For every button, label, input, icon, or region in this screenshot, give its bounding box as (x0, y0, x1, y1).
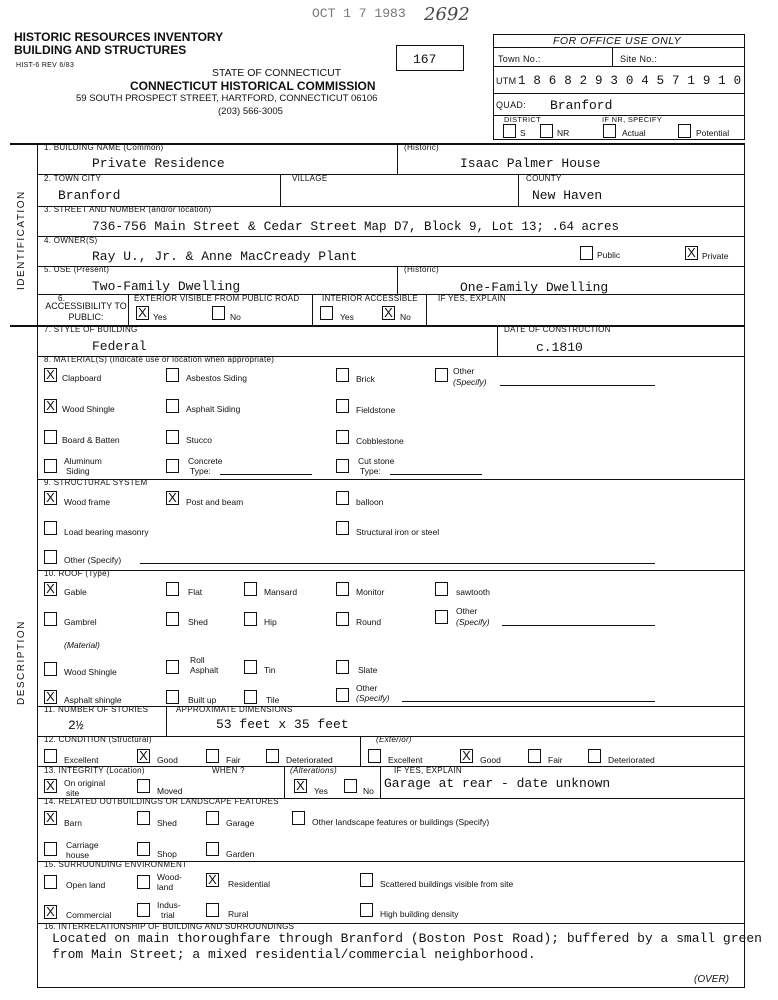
wood-shingle-label: Wood Shingle (62, 404, 115, 414)
interior-yes-label: Yes (340, 312, 354, 322)
commission-name: CONNECTICUT HISTORICAL COMMISSION (130, 79, 376, 93)
round-checkbox[interactable] (336, 612, 349, 626)
garage-label: Garage (226, 818, 255, 828)
ext-deteriorated-label: Deteriorated (608, 755, 655, 765)
high-density-label: High building density (380, 909, 459, 919)
brick-checkbox[interactable] (336, 368, 349, 382)
form-subtitle: BUILDING AND STRUCTURES (14, 43, 187, 57)
original-site-label: site (66, 788, 80, 798)
shop-label: Shop (157, 849, 177, 859)
description-side-label: DESCRIPTION (16, 620, 27, 705)
barn-label: Barn (64, 818, 82, 828)
dimensions-label: APPROXIMATE DIMENSIONS (176, 705, 293, 714)
interior-no-checkbox[interactable]: X (382, 306, 395, 320)
integrity-label: 13. INTEGRITY (Location) (44, 766, 145, 775)
roof-other-label: Other (456, 606, 478, 616)
struct-deteriorated-checkbox[interactable] (266, 749, 279, 763)
map-value: Map D7, Block 9, Lot 13; .64 acres (364, 220, 620, 234)
use-present-value: Two-Family Dwelling (92, 279, 241, 294)
board-batten-label: Board & Batten (62, 435, 120, 445)
nr-actual-checkbox[interactable] (603, 124, 616, 138)
balloon-checkbox[interactable] (336, 491, 349, 505)
district-nr-checkbox[interactable] (540, 124, 553, 138)
over-label: (OVER) (694, 974, 729, 985)
asphalt-siding-label: Asphalt Siding (186, 404, 241, 414)
concrete-label: Concrete (188, 456, 223, 466)
roof-wood-shingle-checkbox[interactable] (44, 662, 57, 676)
owner-label: 4. OWNER(S) (44, 236, 98, 245)
fieldstone-checkbox[interactable] (336, 399, 349, 413)
monitor-checkbox[interactable] (336, 582, 349, 596)
state-label: STATE OF CONNECTICUT (212, 67, 342, 79)
stucco-label: Stucco (186, 435, 212, 445)
alterations-yes-checkbox[interactable]: X (294, 779, 307, 793)
structural-iron-checkbox[interactable] (336, 521, 349, 535)
round-label: Round (356, 617, 382, 627)
struct-fair-checkbox[interactable] (206, 749, 219, 763)
cut-stone-label: Cut stone (358, 456, 395, 466)
monitor-label: Monitor (356, 587, 385, 597)
load-bearing-label: Load bearing masonry (64, 527, 149, 537)
ext-good-checkbox[interactable]: X (460, 749, 473, 763)
interrelationship-label: 16. INTERRELATIONSHIP OF BUILDING AND SURROUNDINGS (44, 922, 295, 931)
exterior-visible-label: EXTERIOR VISIBLE FROM PUBLIC ROAD (134, 294, 300, 303)
stories-value: 2½ (68, 718, 84, 733)
hip-label: Hip (264, 617, 277, 627)
accessibility-number: 6. (58, 294, 66, 303)
roof-other-specify: (Specify) (456, 617, 490, 627)
slate-label: Slate (358, 665, 378, 675)
gable-label: Gable (64, 587, 87, 597)
rural-checkbox[interactable] (206, 903, 219, 917)
condition-label: 12. CONDITION (Structural) (44, 735, 152, 744)
on-original-label: On original (64, 778, 106, 788)
form-revision: HIST-6 REV 6/83 (16, 62, 75, 69)
post-beam-checkbox[interactable]: X (166, 491, 179, 505)
interrelationship-line-1: Located on main thoroughfare through Branford (Boston Post Road); buffered by a small green (52, 931, 762, 946)
interrelationship-line-2: from Main Street; a mixed residential/commercial neighborhood. (52, 947, 536, 962)
county-label: COUNTY (526, 174, 562, 183)
building-common-name: Private Residence (92, 156, 225, 171)
handwritten-number: 2692 (424, 4, 470, 25)
roof-shed-label: Shed (188, 617, 208, 627)
alterations-no-checkbox[interactable] (344, 779, 357, 793)
other-landscape-label: Other landscape features or buildings (Specify) (312, 817, 490, 827)
style-value: Federal (92, 339, 147, 354)
district-s-checkbox[interactable] (503, 124, 516, 138)
sawtooth-checkbox[interactable] (435, 582, 448, 596)
interior-yes-checkbox[interactable] (320, 306, 333, 320)
garden-label: Garden (226, 849, 255, 859)
roof-material-other-specify: (Specify) (356, 693, 390, 703)
outbuilding-shed-label: Shed (157, 818, 177, 828)
nr-potential-checkbox[interactable] (678, 124, 691, 138)
ext-fair-label: Fair (548, 755, 563, 765)
concrete-type-label: Type: (190, 466, 211, 476)
moved-label: Moved (157, 786, 183, 796)
mansard-checkbox[interactable] (244, 582, 257, 596)
woodland-checkbox[interactable] (137, 875, 150, 889)
wood-frame-label: Wood frame (64, 497, 111, 507)
clapboard-checkbox[interactable]: X (44, 368, 57, 382)
commission-phone: (203) 566-3005 (218, 106, 283, 117)
built-up-checkbox[interactable] (166, 690, 179, 704)
quad-value: Branford (550, 98, 613, 113)
interior-accessible-label: INTERIOR ACCESSIBLE (322, 294, 418, 303)
form-title: HISTORIC RESOURCES INVENTORY (14, 30, 224, 44)
wood-frame-checkbox[interactable]: X (44, 491, 57, 505)
received-date-stamp: OCT 1 7 1983 (312, 6, 406, 21)
site-no-label: Site No.: (620, 54, 658, 64)
asphalt-siding-checkbox[interactable] (166, 399, 179, 413)
built-up-label: Built up (188, 695, 217, 705)
building-historic-name: Isaac Palmer House (460, 156, 601, 171)
commercial-label: Commercial (66, 910, 112, 920)
form-number: 167 (413, 52, 437, 67)
ext-excellent-checkbox[interactable] (368, 749, 381, 763)
alterations-label: (Alterations) (290, 766, 338, 775)
use-present-label: 5. USE (Present) (44, 265, 110, 274)
roll-label: Roll (190, 655, 205, 665)
integrity-explain-label: IF YES, EXPLAIN (394, 766, 462, 775)
rural-label: Rural (228, 909, 249, 919)
accessibility-label: ACCESSIBILITY TO PUBLIC: (45, 301, 127, 322)
moved-checkbox[interactable] (137, 779, 150, 793)
structural-iron-label: Structural iron or steel (356, 527, 440, 537)
street-value: 736-756 Main Street & Cedar Street (92, 219, 358, 234)
use-historic-value: One-Family Dwelling (460, 280, 609, 295)
roll-asphalt-checkbox[interactable] (166, 660, 179, 674)
office-use-title: FOR OFFICE USE ONLY (553, 35, 682, 47)
building-name-label: 1. BUILDING NAME (Common) (44, 143, 164, 152)
board-batten-checkbox[interactable] (44, 430, 57, 444)
open-land-label: Open land (66, 880, 106, 890)
sawtooth-label: sawtooth (456, 587, 491, 597)
outbuildings-label: 14. RELATED OUTBUILDINGS OR LANDSCAPE FEATURES (44, 797, 279, 806)
aluminum-label: Aluminum (64, 456, 102, 466)
interior-no-label: No (400, 312, 411, 322)
alterations-yes-label: Yes (314, 786, 328, 796)
roof-shed-checkbox[interactable] (166, 612, 179, 626)
structural-other-checkbox[interactable] (44, 550, 57, 564)
ext-fair-checkbox[interactable] (528, 749, 541, 763)
exterior-no-checkbox[interactable] (212, 306, 225, 320)
carriage-house-checkbox[interactable] (44, 842, 57, 856)
wood-shingle-checkbox[interactable]: X (44, 399, 57, 413)
asphalt-label: Asphalt (190, 665, 219, 675)
roof-material-other-label: Other (356, 683, 378, 693)
struct-fair-label: Fair (226, 755, 241, 765)
tin-label: Tin (264, 665, 276, 675)
surrounding-env-label: 15. SURROUNDING ENVIRONMENT (44, 860, 188, 869)
load-bearing-checkbox[interactable] (44, 521, 57, 535)
open-land-checkbox[interactable] (44, 875, 57, 889)
asbestos-siding-label: Asbestos Siding (186, 373, 247, 383)
clapboard-label: Clapboard (62, 373, 102, 383)
ext-good-label: Good (480, 755, 501, 765)
cut-stone-type-label: Type: (360, 466, 381, 476)
aluminum-siding-checkbox[interactable] (44, 459, 57, 473)
flat-checkbox[interactable] (166, 582, 179, 596)
fieldstone-label: Fieldstone (356, 405, 396, 415)
tin-checkbox[interactable] (244, 660, 257, 674)
barn-checkbox[interactable]: X (44, 811, 57, 825)
struct-good-label: Good (157, 755, 178, 765)
post-beam-label: Post and beam (186, 497, 244, 507)
district-s-label: S (520, 128, 526, 138)
asphalt-shingle-checkbox[interactable]: X (44, 690, 57, 704)
asbestos-siding-checkbox[interactable] (166, 368, 179, 382)
district-label: DISTRICT (504, 115, 541, 124)
if-yes-explain-label: IF YES, EXPLAIN (438, 294, 506, 303)
gambrel-label: Gambrel (64, 617, 97, 627)
carriage-house-label: house (66, 850, 90, 860)
struct-good-checkbox[interactable]: X (137, 749, 150, 763)
village-label: VILLAGE (292, 174, 328, 183)
town-city-label: 2. TOWN CITY (44, 174, 102, 183)
stories-label: 11. NUMBER OF STORIES (44, 705, 149, 714)
nr-specify-label: IF NR, SPECIFY (602, 115, 663, 124)
shop-checkbox[interactable] (137, 842, 150, 856)
owner-private-label: Private (702, 251, 729, 261)
material-other-specify: (Specify) (453, 377, 487, 387)
roof-material-other-checkbox[interactable] (336, 688, 349, 702)
material-other-checkbox[interactable] (435, 368, 448, 382)
town-no-label: Town No.: (498, 54, 541, 64)
commercial-checkbox[interactable]: X (44, 905, 57, 919)
slate-checkbox[interactable] (336, 660, 349, 674)
roof-wood-shingle-label: Wood Shingle (64, 667, 117, 677)
brick-label: Brick (356, 374, 375, 384)
alterations-no-label: No (363, 786, 374, 796)
utm-value: 1 8 6 8 2 9 3 0 4 5 7 1 9 1 0 (518, 74, 742, 88)
roof-type-label: 10. ROOF (Type) (44, 569, 110, 578)
identification-side-label: IDENTIFICATION (16, 190, 27, 290)
form-number-box (396, 45, 464, 71)
roof-other-checkbox[interactable] (435, 610, 448, 624)
ext-excellent-label: Excellent (388, 755, 423, 765)
commission-address: 59 SOUTH PROSPECT STREET, HARTFORD, CONNECTICUT 06106 (76, 93, 378, 104)
high-density-checkbox[interactable] (360, 903, 373, 917)
when-label: WHEN ? (212, 766, 245, 775)
struct-deteriorated-label: Deteriorated (286, 755, 333, 765)
exterior-yes-label: Yes (153, 312, 167, 322)
cobblestone-checkbox[interactable] (336, 430, 349, 444)
residential-checkbox[interactable]: X (206, 873, 219, 887)
condition-exterior-label: (Exterior) (376, 735, 412, 744)
woodland-label: land (157, 882, 174, 892)
garage-checkbox[interactable] (206, 811, 219, 825)
mansard-label: Mansard (264, 587, 298, 597)
gambrel-checkbox[interactable] (44, 612, 57, 626)
nr-actual-label: Actual (622, 128, 646, 138)
stucco-checkbox[interactable] (166, 430, 179, 444)
other-landscape-checkbox[interactable] (292, 811, 305, 825)
scattered-buildings-label: Scattered buildings visible from site (380, 879, 514, 889)
date-value: c.1810 (536, 340, 583, 355)
residential-label: Residential (228, 879, 271, 889)
industrial-label: trial (161, 910, 175, 920)
county-value: New Haven (532, 188, 603, 203)
structural-other-label: Other (Specify) (64, 555, 122, 565)
ext-deteriorated-checkbox[interactable] (588, 749, 601, 763)
asphalt-shingle-label: Asphalt shingle (64, 695, 122, 705)
struct-excellent-checkbox[interactable] (44, 749, 57, 763)
cut-stone-checkbox[interactable] (336, 459, 349, 473)
garden-checkbox[interactable] (206, 842, 219, 856)
dimensions-value: 53 feet x 35 feet (216, 717, 349, 732)
owner-public-checkbox[interactable] (580, 246, 593, 260)
utm-label: UTM (496, 76, 517, 86)
scattered-buildings-checkbox[interactable] (360, 873, 373, 887)
outbuilding-shed-checkbox[interactable] (137, 811, 150, 825)
date-construction-label: DATE OF CONSTRUCTION (504, 325, 611, 334)
on-original-site-checkbox[interactable]: X (44, 779, 57, 793)
exterior-yes-checkbox[interactable]: X (136, 306, 149, 320)
materials-label: 8. MATERIAL(S) (Indicate use or location when appropriate) (44, 355, 275, 364)
cobblestone-label: Cobblestone (356, 436, 404, 446)
struct-excellent-label: Excellent (64, 755, 99, 765)
indus-label: Indus- (157, 900, 181, 910)
structural-system-label: 9. STRUCTURAL SYSTEM (44, 478, 148, 487)
district-nr-label: NR (557, 128, 570, 138)
tile-checkbox[interactable] (244, 690, 257, 704)
integrity-explain-value: Garage at rear - date unknown (384, 776, 611, 791)
street-label: 3. STREET AND NUMBER (and/or location) (44, 205, 212, 214)
owner-public-label: Public (597, 250, 621, 260)
flat-label: Flat (188, 587, 203, 597)
carriage-label: Carriage (66, 840, 99, 850)
exterior-no-label: No (230, 312, 241, 322)
industrial-checkbox[interactable] (137, 903, 150, 917)
style-label: 7. STYLE OF BUILDING (44, 325, 138, 334)
gable-checkbox[interactable]: X (44, 582, 57, 596)
tile-label: Tile (266, 695, 280, 705)
quad-label: QUAD: (496, 100, 527, 110)
material-other-label: Other (453, 366, 475, 376)
owner-private-checkbox[interactable]: X (685, 246, 698, 260)
nr-potential-label: Potential (696, 128, 730, 138)
roof-material-label: (Material) (64, 640, 100, 650)
aluminum-siding-label: Siding (66, 466, 90, 476)
balloon-label: balloon (356, 497, 384, 507)
town-value: Branford (58, 188, 121, 203)
concrete-checkbox[interactable] (166, 459, 179, 473)
wood-label: Wood- (157, 872, 182, 882)
building-historic-label: (Historic) (404, 143, 439, 152)
owner-value: Ray U., Jr. & Anne MacCready Plant (92, 249, 358, 264)
use-historic-label: (Historic) (404, 265, 439, 274)
hip-checkbox[interactable] (244, 612, 257, 626)
